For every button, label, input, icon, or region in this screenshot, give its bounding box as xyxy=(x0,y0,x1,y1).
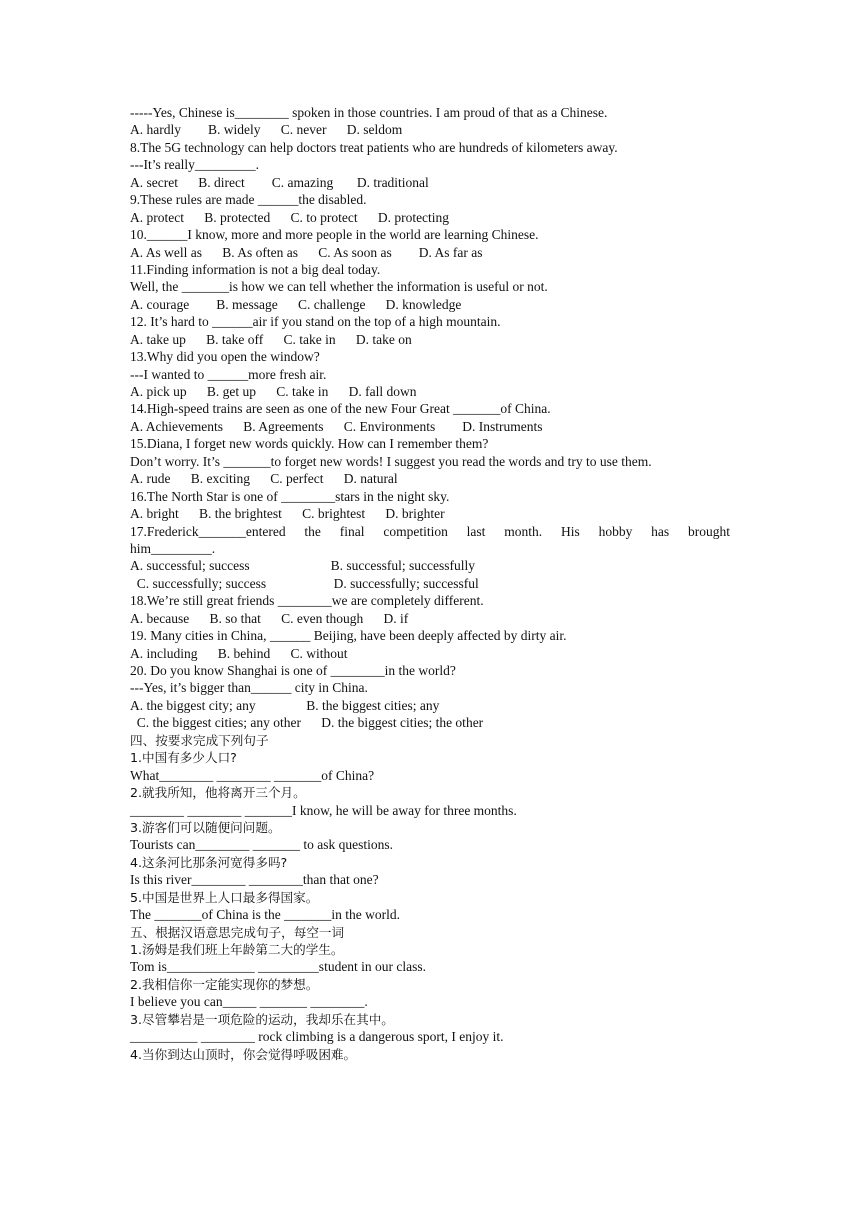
text-line: The _______of China is the _______in the world. xyxy=(130,907,400,923)
text-line: -----Yes, Chinese is________ spoken in those countries. I am proud of that as a Chinese. xyxy=(130,105,608,120)
text-line: 3.尽管攀岩是一项危险的运动，我却乐在其中。 xyxy=(130,1011,394,1027)
text-line: 4.这条河比那条河宽得多吗? xyxy=(130,854,288,870)
text-line: A. Achievements B. Agreements C. Environments D. Instruments xyxy=(130,418,543,434)
section-heading: 四、按要求完成下列句子 xyxy=(130,732,269,748)
text-line: A. pick up B. get up C. take in D. fall down xyxy=(130,384,417,399)
text-line: 3.游客们可以随便问问题。 xyxy=(130,819,281,835)
text-line: 13.Why did you open the window? xyxy=(130,349,320,365)
text-line: A. bright B. the brightest C. brightest D. brighter xyxy=(130,506,445,522)
text-line: A. including B. behind C. without xyxy=(130,645,348,661)
text-line: Don’t worry. It’s _______to forget new words! I suggest you read the words and try to use them. xyxy=(130,453,652,469)
text-line: 10.______I know, more and more people in the world are learning Chinese. xyxy=(130,227,539,243)
text-line: A. courage B. message C. challenge D. knowledge xyxy=(130,296,462,312)
text-line: him_________. xyxy=(130,540,216,556)
text-line: 2.我相信你一定能实现你的梦想。 xyxy=(130,976,319,992)
text-line: A. the biggest city; any B. the biggest cities; any xyxy=(130,697,440,713)
text-line: C. successfully; success D. successfully; successful xyxy=(130,575,479,591)
text-line: C. the biggest cities; any other D. the biggest cities; the other xyxy=(130,715,484,731)
text-line: 11.Finding information is not a big deal today. xyxy=(130,261,381,277)
text-line: 9.These rules are made ______the disabled. xyxy=(130,192,367,208)
text-line: 19. Many cities in China, ______ Beijing, have been deeply affected by dirty air. xyxy=(130,628,567,644)
text-line: A. rude B. exciting C. perfect D. natural xyxy=(130,471,398,487)
text-line: Well, the _______is how we can tell whether the information is useful or not. xyxy=(130,279,548,295)
text-line: A. secret B. direct C. amazing D. traditional xyxy=(130,174,429,190)
text-line: I believe you can_____ _______ ________. xyxy=(130,994,368,1010)
text-line: A. because B. so that C. even though D. if xyxy=(130,610,409,626)
text-line: __________ ________ rock climbing is a dangerous sport, I enjoy it. xyxy=(130,1029,504,1045)
text-line: ---It’s really_________. xyxy=(130,157,259,173)
text-line: 1.汤姆是我们班上年龄第二大的学生。 xyxy=(130,942,344,957)
text-line: 8.The 5G technology can help doctors treat patients who are hundreds of kilometers away. xyxy=(130,139,618,155)
text-line: A. take up B. take off C. take in D. take on xyxy=(130,331,412,347)
text-line: Tourists can________ _______ to ask questions. xyxy=(130,837,394,853)
text-line: A. As well as B. As often as C. As soon as D. As far as xyxy=(130,244,483,260)
text-line: 18.We’re still great friends ________we are completely different. xyxy=(130,593,484,609)
text-line: A. hardly B. widely C. never D. seldom xyxy=(130,122,403,138)
text-line: 5.中国是世界上人口最多得国家。 xyxy=(130,889,319,905)
text-line: 17.Frederick_______entered the final competition last month. His hobby has brought xyxy=(130,523,730,539)
text-line: 14.High-speed trains are seen as one of the new Four Great _______of China. xyxy=(130,401,551,417)
text-line: 4.当你到达山顶时，你会觉得呼吸困难。 xyxy=(130,1046,357,1062)
text-line: 20. Do you know Shanghai is one of ________in the world? xyxy=(130,663,456,678)
text-line: ---I wanted to ______more fresh air. xyxy=(130,366,327,382)
text-line: Tom is_____________ _________student in our class. xyxy=(130,959,427,975)
text-line: 15.Diana, I forget new words quickly. How can I remember them? xyxy=(130,436,489,452)
text-line: 12. It’s hard to ______air if you stand on the top of a high mountain. xyxy=(130,314,501,330)
text-line: 16.The North Star is one of ________stars in the night sky. xyxy=(130,488,450,504)
text-line: 2.就我所知，他将离开三个月。 xyxy=(130,785,306,801)
text-line: What________ ________ _______of China? xyxy=(130,767,375,783)
text-line: ________ ________ _______I know, he will be away for three months. xyxy=(130,802,517,818)
text-line: 1.中国有多少人口? xyxy=(130,750,237,766)
exercise-content xyxy=(130,104,730,1063)
section-heading: 五、根据汉语意思完成句子，每空一词 xyxy=(130,924,345,940)
text-line: ---Yes, it’s bigger than______ city in China. xyxy=(130,680,368,696)
text-line: Is this river________ ________than that one? xyxy=(130,872,379,888)
text-line: A. successful; success B. successful; successfully xyxy=(130,558,475,574)
text-line: A. protect B. protected C. to protect D. protecting xyxy=(130,209,450,225)
